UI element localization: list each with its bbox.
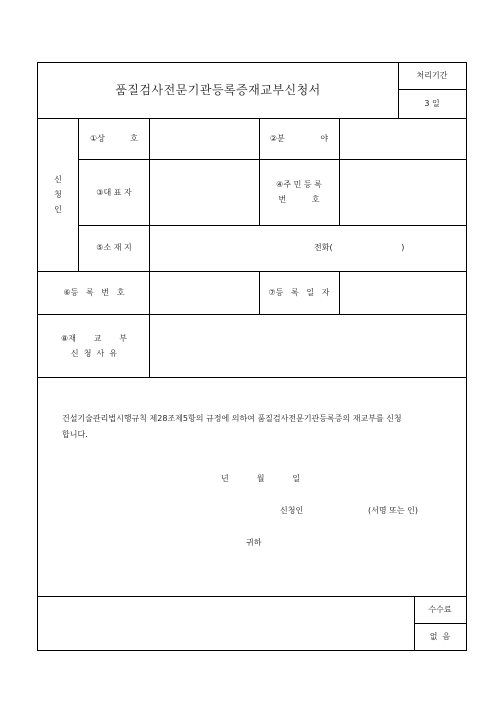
divider <box>259 271 260 314</box>
divider <box>414 596 415 650</box>
trade-name-field[interactable] <box>150 119 258 158</box>
address-field[interactable] <box>150 226 465 270</box>
registration-date-field[interactable] <box>340 272 465 313</box>
divider <box>414 623 466 624</box>
divider <box>259 118 260 225</box>
applicant-section-label-1: 신 <box>54 175 62 184</box>
form-title: 품질검사전문기관등록증재교부신청서 <box>115 83 321 97</box>
resident-number-label-line2: 번 호 <box>278 195 320 204</box>
processing-period-label: 처리기간 <box>416 71 448 80</box>
registration-number-label: ⑥등 록 번 호 <box>63 288 125 297</box>
representative-label: ③대 표 자 <box>96 188 132 197</box>
divider <box>398 89 466 90</box>
reissue-reason-label-line2: 신 청 사 유 <box>70 349 118 358</box>
fee-label: 수수료 <box>428 605 452 614</box>
divider <box>38 596 466 597</box>
applicant-section-label-2: 청 <box>54 190 62 199</box>
address-label: ⑤소 재 지 <box>96 243 132 252</box>
divider <box>78 118 79 271</box>
divider <box>398 63 399 118</box>
reissue-reason-label-line1: ⑧재 교 부 <box>61 334 127 343</box>
date-line: 년 월 일 <box>221 474 301 483</box>
statement-line2: 합니다. <box>62 430 88 439</box>
representative-field[interactable] <box>150 160 258 224</box>
field-value[interactable] <box>340 119 465 158</box>
applicant-section-label-3: 인 <box>54 205 62 214</box>
applicant-signature-label: 신청인 <box>280 506 304 515</box>
resident-number-field[interactable] <box>340 160 465 224</box>
phone-label: 전화( ) <box>314 243 405 252</box>
application-form <box>37 62 467 651</box>
registration-number-field[interactable] <box>150 272 258 313</box>
resident-number-label-line1: ④주 민 등 록 <box>276 180 322 189</box>
statement-line1: 건설기술관리법시행규칙 제28조제5항의 규정에 의하여 품질검사전문기관등록증의 재교부를 신청 <box>62 414 402 423</box>
processing-period-value: 3 일 <box>424 99 440 108</box>
reissue-reason-field[interactable] <box>150 315 465 376</box>
registration-date-label: ⑦등 록 일 자 <box>268 288 330 297</box>
trade-name-label: ①상 호 <box>89 134 139 143</box>
addressee-label: 귀하 <box>246 538 262 547</box>
fee-value: 없 음 <box>429 632 451 641</box>
divider <box>38 377 466 378</box>
field-label: ②분 야 <box>269 134 329 143</box>
signature-or-seal-label: (서명 또는 인) <box>368 506 418 515</box>
